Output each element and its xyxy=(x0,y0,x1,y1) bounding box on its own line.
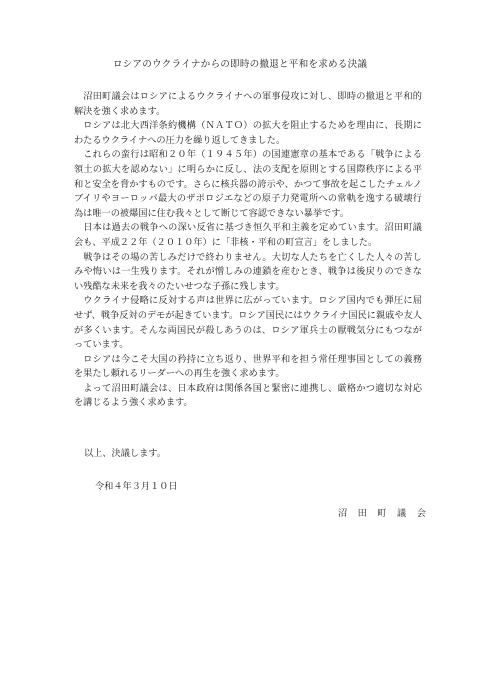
paragraph: 沼田町議会はロシアによるウクライナへの軍事侵攻に対し、即時の撤退と平和的解決を強く求めます。 xyxy=(74,91,422,117)
paragraph: ウクライナ侵略に反対する声は世界に広がっています。ロシア国内でも弾圧に屈せず、戦争反対のデモが起きています。ロシア国民にはウクライナ国民に親戚や友人が多くいます。そんな両国民が殺しあうのは、ロシア軍兵士の厭戦気分にもつながっています。 xyxy=(74,295,422,351)
paragraph: ロシアは北大西洋条約機構（ＮＡＴＯ）の拡大を阻止するためを理由に、長期にわたるウクライナへの圧力を繰り返してきました。 xyxy=(74,120,422,146)
closing-statement: 以上、決議します。 xyxy=(84,448,166,459)
paragraph: 日本は過去の戦争への深い反省に基づき恒久平和主義を定めています。沼田町議会も、平成２２年（２０１０年）に「非核・平和の町宣言」をしました。 xyxy=(74,222,422,248)
resolution-body xyxy=(74,90,422,411)
paragraph: よって沼田町議会は、日本政府は関係各国と緊密に連携し、厳格かつ適切な対応を講じるよう強く求めます。 xyxy=(74,382,422,409)
signer-name: 沼田町議会 xyxy=(338,508,437,519)
document-title: ロシアのウクライナからの即時の撤退と平和を求める決議 xyxy=(112,59,368,70)
paragraph: 戦争はその場の苦しみだけで終わりません。大切な人たちを亡くした人々の苦しみや悔いは一生残ります。それが憎しみの連鎖を産むとき、戦争は後戻りのできない残酷な未来を我々のたいせつな子孫に残します。 xyxy=(74,251,422,292)
resolution-date: 令和４年３月１０日 xyxy=(95,481,178,492)
paragraph: これらの蛮行は昭和２０年（１９４５年）の国連憲章の基本である「戦争による領土の拡大を認めない」に明らかに反し、法の支配を原則とする国際秩序による平和と安全を脅かすものです。さらに核兵器の誇示や、かつて事故を起こしたチェルノブイリやヨーロッパ最大のザポロジエなどの原子力発電所への常軌を逸する破壊行為は唯一の被爆国に住む我々として断じて容認できない暴挙です。 xyxy=(74,149,422,219)
paragraph: ロシアは今こそ大国の矜持に立ち返り、世界平和を担う常任理事国としての義務を果たし頼れるリーダーへの再生を強く求めます。 xyxy=(74,353,422,380)
